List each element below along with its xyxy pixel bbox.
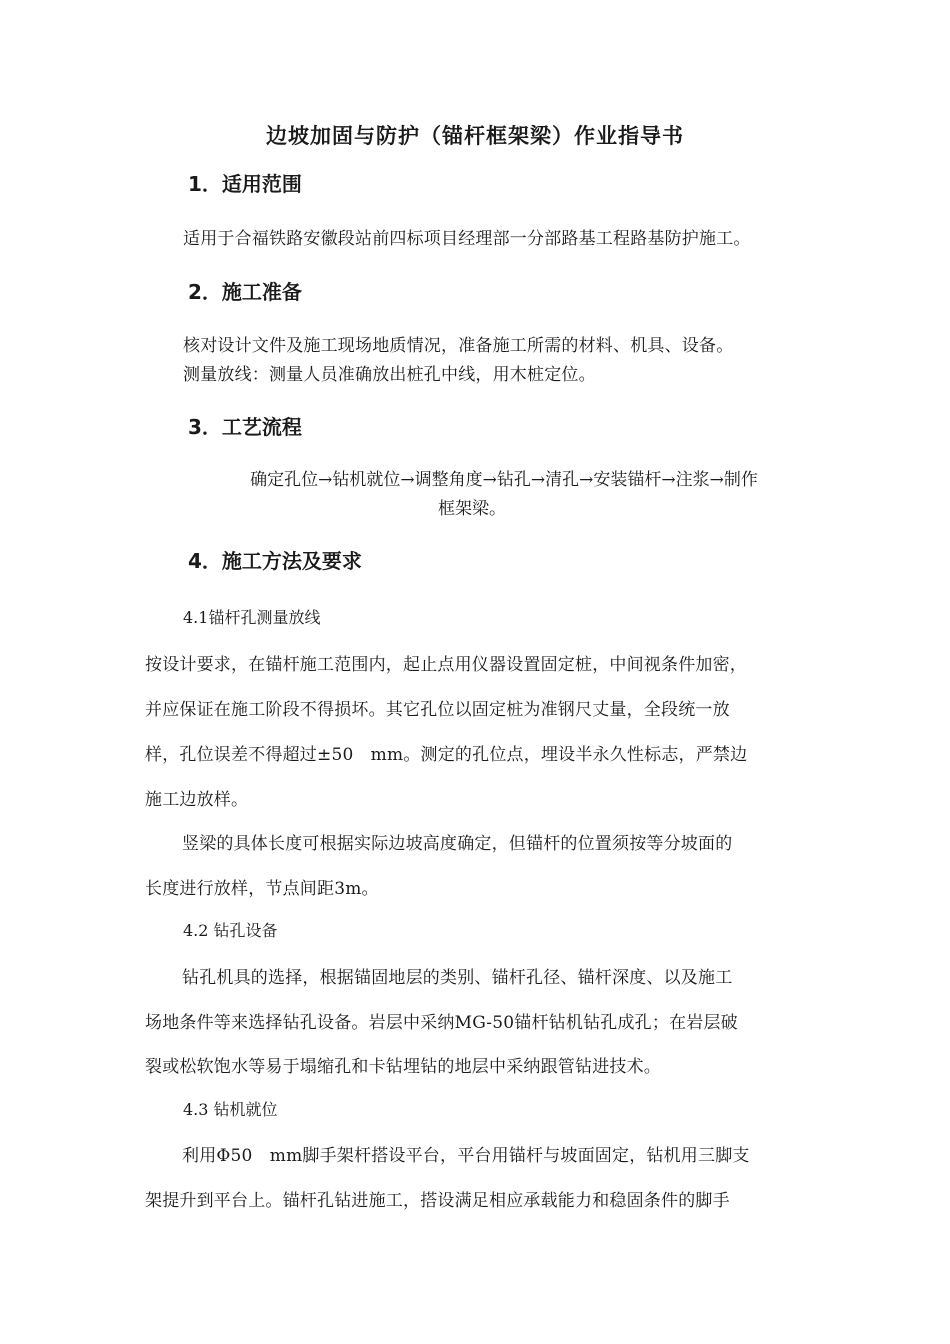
scope-paragraph: 适用于合福铁路安徽段站前四标项目经理部一分部路基工程路基防护施工。	[183, 229, 751, 249]
subsection-4-1-line-3: 样，孔位误差不得超过±50 mm。测定的孔位点，埋设半永久性标志，严禁边	[145, 745, 748, 765]
subsection-4-1-line-2: 并应保证在施工阶段不得损坏。其它孔位以固定桩为准钢尺丈量，全段统一放	[145, 700, 730, 720]
section-heading-scope: 1．适用范围	[188, 172, 302, 196]
section-heading-methods: 4．施工方法及要求	[188, 549, 362, 573]
subsection-4-2-line-2: 场地条件等来选择钻孔设备。岩层中采纳MG-50锚杆钻机钻孔成孔；在岩层破	[145, 1013, 738, 1033]
subsection-4-2-line-3: 裂或松软饱水等易于塌缩孔和卡钻埋钻的地层中采纳跟管钻进技术。	[145, 1057, 661, 1077]
subsection-4-1-line-4: 施工边放样。	[145, 790, 249, 810]
subsection-4-1-line-6: 长度进行放样，节点间距3m。	[145, 879, 379, 899]
process-flow-line-2: 框架梁。	[438, 499, 506, 519]
preparation-paragraph-1: 核对设计文件及施工现场地质情况，准备施工所需的材料、机具、设备。	[183, 336, 734, 356]
subsection-4-1-line-5: 竖梁的具体长度可根据实际边坡高度确定，但锚杆的位置须按等分坡面的	[182, 834, 733, 854]
subsection-4-1-line-1: 按设计要求，在锚杆施工范围内，起止点用仪器设置固定桩，中间视条件加密，	[145, 655, 747, 675]
subsection-4-2-line-1: 钻孔机具的选择，根据锚固地层的类别、锚杆孔径、锚杆深度、以及施工	[182, 968, 733, 988]
section-heading-process-flow: 3．工艺流程	[188, 415, 302, 439]
section-heading-preparation: 2．施工准备	[188, 280, 302, 304]
subsection-heading-4-3: 4.3 钻机就位	[183, 1100, 278, 1119]
process-flow-line-1: 确定孔位→钻机就位→调整角度→钻孔→清孔→安装锚杆→注浆→制作	[250, 470, 758, 490]
document-title: 边坡加固与防护（锚杆框架梁）作业指导书	[266, 124, 684, 148]
subsection-4-3-line-1: 利用Φ50 mm脚手架杆搭设平台，平台用锚杆与坡面固定，钻机用三脚支	[182, 1146, 750, 1166]
subsection-heading-4-2: 4.2 钻孔设备	[183, 921, 278, 940]
preparation-paragraph-2: 测量放线：测量人员准确放出桩孔中线，用木桩定位。	[183, 365, 596, 385]
subsection-heading-4-1: 4.1锚杆孔测量放线	[183, 608, 321, 627]
subsection-4-3-line-2: 架提升到平台上。锚杆孔钻进施工，搭设满足相应承载能力和稳固条件的脚手	[145, 1191, 730, 1211]
